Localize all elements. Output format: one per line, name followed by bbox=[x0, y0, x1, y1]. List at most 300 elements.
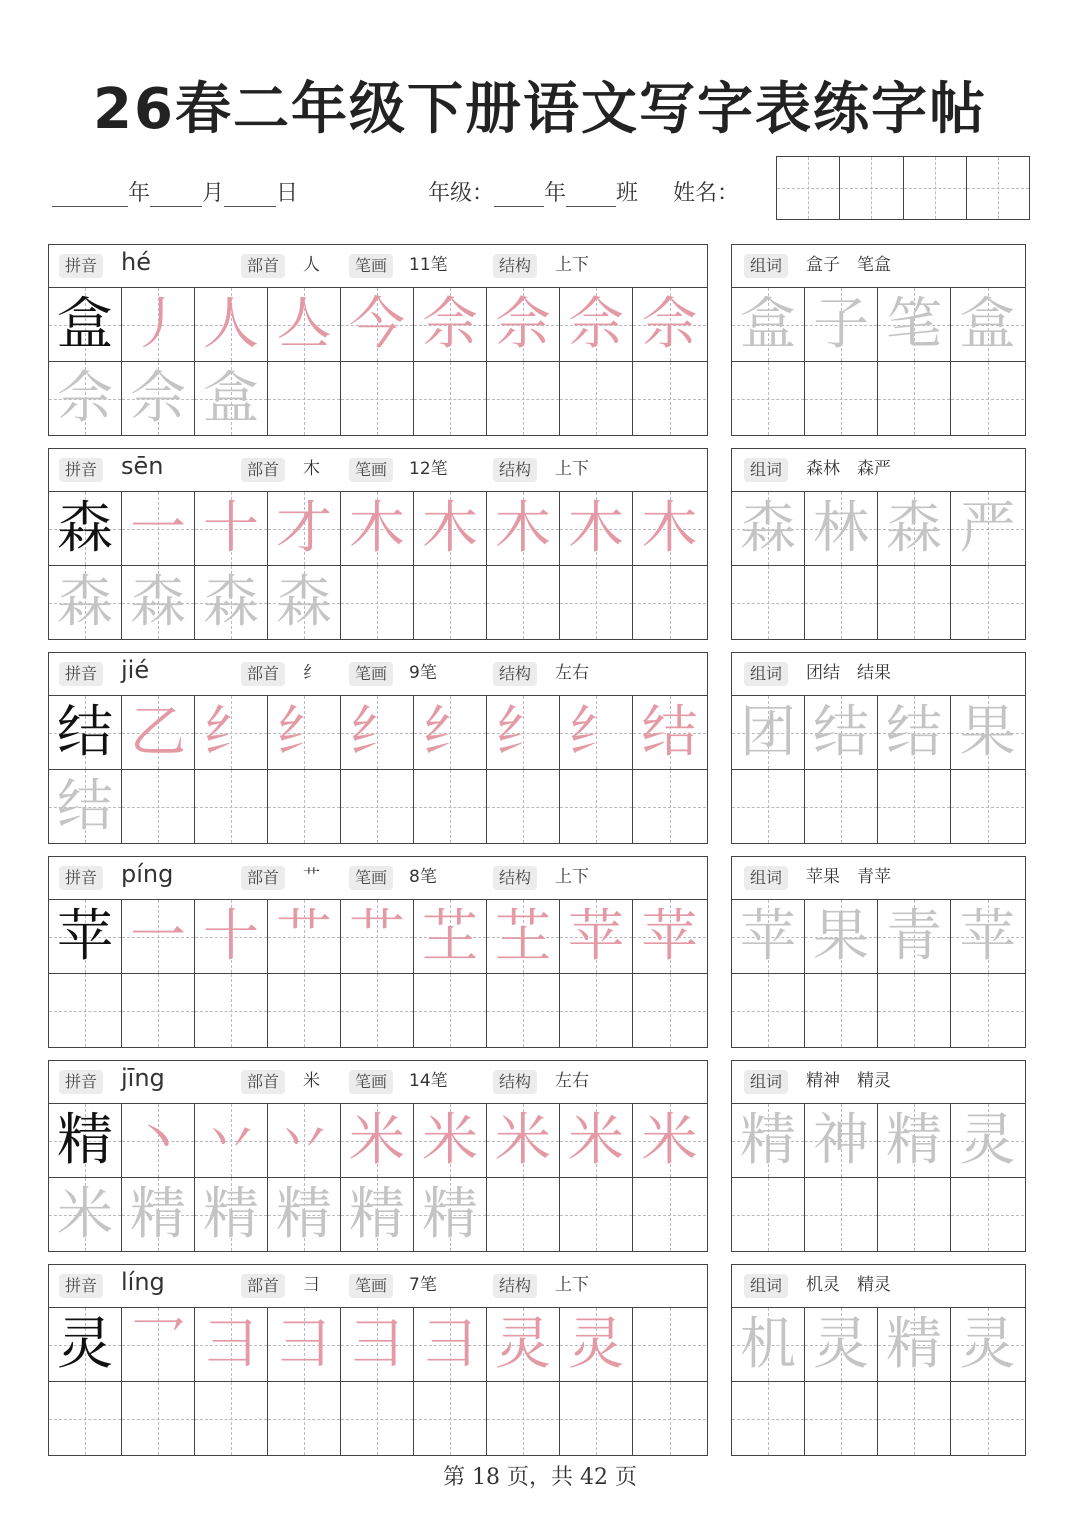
stroke-step-cell[interactable] bbox=[341, 696, 414, 769]
stroke-step-cell[interactable] bbox=[49, 770, 122, 843]
word-char-cell[interactable] bbox=[951, 1308, 1024, 1381]
stroke-step-cell-glyph: 艹 bbox=[276, 903, 332, 969]
structure-value: 左右 bbox=[555, 663, 589, 683]
model-char-cell[interactable] bbox=[49, 696, 122, 769]
practice-cell[interactable] bbox=[560, 1382, 633, 1455]
stroke-step-cell-glyph: 芏 bbox=[495, 903, 551, 969]
stroke-step-cell-glyph: 苹 bbox=[641, 903, 698, 969]
practice-cell[interactable] bbox=[487, 566, 560, 639]
word-char-cell[interactable] bbox=[732, 1308, 805, 1381]
practice-cell[interactable] bbox=[633, 770, 706, 843]
word-char-cell-glyph: 精 bbox=[740, 1107, 796, 1173]
stroke-step-cell-glyph: 佘 bbox=[422, 291, 478, 357]
grade-class-line bbox=[428, 176, 739, 210]
word-char-cell-glyph: 青 bbox=[886, 903, 942, 969]
word-practice-cell[interactable] bbox=[805, 566, 878, 639]
practice-row bbox=[49, 1308, 707, 1382]
stroke-step-cell[interactable] bbox=[195, 1308, 268, 1381]
words-value: 森林 森严 bbox=[806, 459, 891, 479]
word-block bbox=[731, 652, 1026, 844]
character-info bbox=[49, 449, 707, 492]
word-practice-cell[interactable] bbox=[951, 1178, 1024, 1251]
word-char-cell[interactable] bbox=[878, 900, 951, 973]
word-row bbox=[732, 492, 1025, 566]
stroke-step-cell[interactable] bbox=[487, 696, 560, 769]
stroke-step-cell-glyph: 佘 bbox=[641, 291, 698, 357]
stroke-step-cell[interactable] bbox=[633, 696, 706, 769]
radical-value: 人 bbox=[303, 255, 320, 275]
stroke-step-cell[interactable] bbox=[268, 566, 341, 639]
stroke-step-cell[interactable] bbox=[268, 1308, 341, 1381]
words-value: 盒子 笔盒 bbox=[806, 255, 891, 275]
practice-cell[interactable] bbox=[487, 770, 560, 843]
word-char-cell-glyph: 苹 bbox=[959, 903, 1016, 969]
word-char-cell[interactable] bbox=[805, 492, 878, 565]
practice-cell[interactable] bbox=[414, 566, 487, 639]
word-char-cell-glyph: 果 bbox=[959, 699, 1016, 765]
stroke-step-cell-glyph: 丿 bbox=[130, 291, 186, 357]
word-practice-cell[interactable] bbox=[805, 770, 878, 843]
practice-row bbox=[49, 900, 707, 974]
word-char-cell-glyph: 神 bbox=[813, 1107, 869, 1173]
word-info bbox=[732, 245, 1025, 288]
word-char-cell-glyph: 子 bbox=[813, 291, 869, 357]
word-char-cell[interactable] bbox=[732, 696, 805, 769]
practice-cell[interactable] bbox=[414, 362, 487, 435]
stroke-step-cell[interactable] bbox=[487, 288, 560, 361]
stroke-step-cell[interactable] bbox=[268, 288, 341, 361]
word-row bbox=[732, 1104, 1025, 1178]
stroke-step-cell-glyph: 纟 bbox=[276, 699, 332, 765]
grade-year-unit: 年 bbox=[544, 181, 567, 206]
stroke-step-cell-glyph: 彐 bbox=[349, 1311, 405, 1377]
word-practice-cell[interactable] bbox=[951, 566, 1024, 639]
strokes-value: 12笔 bbox=[409, 459, 448, 479]
model-char-cell[interactable] bbox=[49, 1104, 122, 1177]
stroke-step-cell[interactable] bbox=[49, 1178, 122, 1251]
structure-value: 上下 bbox=[555, 1275, 589, 1295]
practice-row bbox=[49, 770, 707, 843]
practice-cell[interactable] bbox=[560, 362, 633, 435]
structure-tag: 结构 bbox=[493, 458, 537, 482]
pinyin-tag: 拼音 bbox=[59, 1070, 103, 1094]
stroke-step-cell-glyph: 结 bbox=[57, 773, 113, 839]
pinyin-value: jié bbox=[121, 656, 150, 684]
word-char-cell-glyph: 林 bbox=[813, 495, 869, 561]
pinyin-tag: 拼音 bbox=[59, 254, 103, 278]
word-char-cell[interactable] bbox=[878, 696, 951, 769]
stroke-step-cell[interactable] bbox=[560, 1104, 633, 1177]
stroke-step-cell[interactable] bbox=[268, 900, 341, 973]
word-char-cell[interactable] bbox=[732, 288, 805, 361]
stroke-step-cell[interactable] bbox=[414, 900, 487, 973]
practice-cell[interactable] bbox=[341, 1382, 414, 1455]
practice-cell[interactable] bbox=[633, 566, 706, 639]
practice-cell[interactable] bbox=[268, 362, 341, 435]
word-practice-cell[interactable] bbox=[951, 1382, 1024, 1455]
stroke-step-cell[interactable] bbox=[341, 1104, 414, 1177]
stroke-step-cell[interactable] bbox=[268, 696, 341, 769]
word-char-cell[interactable] bbox=[951, 900, 1024, 973]
character-info bbox=[49, 1061, 707, 1104]
character-block bbox=[48, 1060, 708, 1252]
word-practice-cell[interactable] bbox=[732, 362, 805, 435]
model-char-cell[interactable] bbox=[49, 492, 122, 565]
stroke-step-cell[interactable] bbox=[122, 1104, 195, 1177]
stroke-step-cell-glyph: 米 bbox=[422, 1107, 478, 1173]
stroke-step-cell[interactable] bbox=[414, 492, 487, 565]
stroke-step-cell[interactable] bbox=[560, 492, 633, 565]
word-char-cell[interactable] bbox=[732, 900, 805, 973]
word-practice-cell[interactable] bbox=[732, 1382, 805, 1455]
page-title: 26春二年级下册语文写字表练字帖 bbox=[93, 77, 987, 142]
word-char-cell-glyph: 精 bbox=[886, 1107, 942, 1173]
word-char-cell-glyph: 笔 bbox=[886, 291, 942, 357]
word-row bbox=[732, 1178, 1025, 1251]
stroke-step-cell[interactable] bbox=[122, 362, 195, 435]
month-unit: 月 bbox=[202, 181, 225, 206]
stroke-step-cell[interactable] bbox=[195, 362, 268, 435]
stroke-step-cell-glyph: 米 bbox=[57, 1181, 113, 1247]
stroke-step-cell-glyph: 木 bbox=[495, 495, 551, 561]
structure-value: 上下 bbox=[555, 255, 589, 275]
word-char-cell[interactable] bbox=[878, 1308, 951, 1381]
radical-tag: 部首 bbox=[241, 662, 285, 686]
practice-cell[interactable] bbox=[487, 1382, 560, 1455]
stroke-step-cell[interactable] bbox=[341, 288, 414, 361]
stroke-step-cell[interactable] bbox=[560, 696, 633, 769]
practice-cell[interactable] bbox=[560, 566, 633, 639]
stroke-step-cell-glyph: 亼 bbox=[276, 291, 332, 357]
word-practice-cell[interactable] bbox=[878, 974, 951, 1047]
word-char-cell-glyph: 精 bbox=[886, 1311, 942, 1377]
word-block bbox=[731, 1060, 1026, 1252]
practice-row bbox=[49, 566, 707, 639]
stroke-step-cell[interactable] bbox=[268, 1104, 341, 1177]
stroke-step-cell[interactable] bbox=[195, 696, 268, 769]
stroke-step-cell[interactable] bbox=[487, 1308, 560, 1381]
practice-cell[interactable] bbox=[633, 1178, 706, 1251]
name-boxes[interactable] bbox=[776, 156, 1030, 220]
stroke-step-cell[interactable] bbox=[195, 288, 268, 361]
practice-cell[interactable] bbox=[195, 1382, 268, 1455]
practice-cell[interactable] bbox=[414, 974, 487, 1047]
word-char-cell-glyph: 苹 bbox=[740, 903, 796, 969]
stroke-step-cell-glyph: 十 bbox=[203, 903, 259, 969]
word-practice-cell[interactable] bbox=[732, 1178, 805, 1251]
stroke-step-cell[interactable] bbox=[341, 492, 414, 565]
word-practice-cell[interactable] bbox=[732, 566, 805, 639]
pinyin-value: hé bbox=[121, 248, 151, 276]
word-char-cell[interactable] bbox=[951, 288, 1024, 361]
stroke-step-cell-glyph: 佘 bbox=[130, 365, 186, 431]
word-char-cell-glyph: 严 bbox=[959, 495, 1016, 561]
word-char-cell[interactable] bbox=[805, 900, 878, 973]
stroke-step-cell-glyph: 彐 bbox=[276, 1311, 332, 1377]
character-info bbox=[49, 1265, 707, 1308]
stroke-step-cell-glyph: 艹 bbox=[349, 903, 405, 969]
practice-cell[interactable] bbox=[633, 362, 706, 435]
word-practice-cell[interactable] bbox=[805, 362, 878, 435]
word-practice-cell[interactable] bbox=[878, 362, 951, 435]
word-block bbox=[731, 448, 1026, 640]
structure-tag: 结构 bbox=[493, 254, 537, 278]
day-unit: 日 bbox=[276, 181, 299, 206]
practice-cell[interactable] bbox=[560, 1178, 633, 1251]
word-row bbox=[732, 288, 1025, 362]
year-blank[interactable] bbox=[52, 184, 128, 207]
word-char-cell[interactable] bbox=[951, 492, 1024, 565]
word-practice-cell[interactable] bbox=[732, 770, 805, 843]
word-practice-cell[interactable] bbox=[805, 1178, 878, 1251]
word-char-cell[interactable] bbox=[878, 1104, 951, 1177]
stroke-step-cell[interactable] bbox=[341, 1308, 414, 1381]
word-practice-cell[interactable] bbox=[951, 362, 1024, 435]
radical-value: 彐 bbox=[303, 1275, 320, 1295]
word-practice-cell[interactable] bbox=[878, 1178, 951, 1251]
practice-cell[interactable] bbox=[268, 1382, 341, 1455]
practice-cell[interactable] bbox=[560, 770, 633, 843]
stroke-step-cell[interactable] bbox=[414, 696, 487, 769]
stroke-step-cell-glyph: 丶 bbox=[130, 1107, 186, 1173]
structure-value: 上下 bbox=[555, 867, 589, 887]
month-blank[interactable] bbox=[150, 184, 202, 207]
stroke-step-cell[interactable] bbox=[122, 492, 195, 565]
practice-cell[interactable] bbox=[268, 974, 341, 1047]
grade-year-blank[interactable] bbox=[494, 184, 544, 207]
words-value: 团结 结果 bbox=[806, 663, 891, 683]
practice-cell[interactable] bbox=[341, 362, 414, 435]
practice-cell[interactable] bbox=[268, 770, 341, 843]
word-char-cell[interactable] bbox=[878, 492, 951, 565]
stroke-step-cell[interactable] bbox=[487, 900, 560, 973]
stroke-step-cell[interactable] bbox=[122, 696, 195, 769]
model-char-cell[interactable] bbox=[49, 288, 122, 361]
date-line bbox=[52, 176, 298, 210]
practice-cell[interactable] bbox=[414, 1382, 487, 1455]
stroke-step-cell-glyph: 十 bbox=[203, 495, 259, 561]
word-char-cell-glyph: 果 bbox=[813, 903, 869, 969]
stroke-step-cell[interactable] bbox=[414, 1178, 487, 1251]
practice-cell[interactable] bbox=[122, 770, 195, 843]
practice-cell[interactable] bbox=[341, 974, 414, 1047]
pinyin-tag: 拼音 bbox=[59, 458, 103, 482]
practice-row bbox=[49, 1178, 707, 1251]
word-char-cell[interactable] bbox=[951, 1104, 1024, 1177]
stroke-step-cell[interactable] bbox=[414, 288, 487, 361]
word-info bbox=[732, 857, 1025, 900]
word-char-cell[interactable] bbox=[805, 696, 878, 769]
stroke-step-cell-glyph: 木 bbox=[568, 495, 624, 561]
strokes-value: 14笔 bbox=[409, 1071, 448, 1091]
stroke-step-cell[interactable] bbox=[49, 566, 122, 639]
stroke-step-cell[interactable] bbox=[195, 900, 268, 973]
pinyin-tag: 拼音 bbox=[59, 662, 103, 686]
stroke-step-cell[interactable] bbox=[268, 492, 341, 565]
name-box[interactable] bbox=[840, 157, 903, 219]
structure-tag: 结构 bbox=[493, 866, 537, 890]
stroke-step-cell[interactable] bbox=[122, 288, 195, 361]
stroke-step-cell-glyph: 灵 bbox=[568, 1311, 624, 1377]
word-info bbox=[732, 1061, 1025, 1104]
class-unit: 班 bbox=[616, 181, 639, 206]
character-info bbox=[49, 857, 707, 900]
year-unit: 年 bbox=[128, 181, 151, 206]
word-char-cell[interactable] bbox=[805, 1104, 878, 1177]
stroke-step-cell-glyph: 彐 bbox=[203, 1311, 259, 1377]
pinyin-value: líng bbox=[121, 1268, 165, 1296]
strokes-tag: 笔画 bbox=[349, 1070, 393, 1094]
word-row bbox=[732, 566, 1025, 639]
word-char-cell-glyph: 森 bbox=[886, 495, 942, 561]
words-value: 机灵 精灵 bbox=[806, 1275, 891, 1295]
character-info bbox=[49, 653, 707, 696]
word-char-cell[interactable] bbox=[951, 696, 1024, 769]
word-info bbox=[732, 449, 1025, 492]
stroke-step-cell[interactable] bbox=[195, 1104, 268, 1177]
practice-cell[interactable] bbox=[122, 974, 195, 1047]
stroke-step-cell-glyph: 乛 bbox=[130, 1311, 186, 1377]
word-practice-cell[interactable] bbox=[878, 566, 951, 639]
stroke-step-cell-glyph: 佘 bbox=[568, 291, 624, 357]
stroke-step-cell-glyph: 灵 bbox=[495, 1311, 551, 1377]
stroke-step-cell[interactable] bbox=[633, 492, 706, 565]
practice-cell[interactable] bbox=[122, 1382, 195, 1455]
stroke-step-cell[interactable] bbox=[341, 1178, 414, 1251]
model-char-cell[interactable] bbox=[49, 900, 122, 973]
stroke-step-cell[interactable] bbox=[560, 288, 633, 361]
model-char-cell-glyph: 结 bbox=[57, 699, 113, 765]
stroke-step-cell[interactable] bbox=[487, 1104, 560, 1177]
word-char-cell-glyph: 灵 bbox=[813, 1311, 869, 1377]
word-practice-cell[interactable] bbox=[878, 1382, 951, 1455]
practice-cell[interactable] bbox=[195, 974, 268, 1047]
practice-cell[interactable] bbox=[341, 566, 414, 639]
stroke-step-cell[interactable] bbox=[633, 1104, 706, 1177]
pinyin-tag: 拼音 bbox=[59, 866, 103, 890]
practice-cell[interactable] bbox=[487, 974, 560, 1047]
radical-value: 纟 bbox=[303, 663, 320, 683]
word-char-cell[interactable] bbox=[732, 492, 805, 565]
stroke-step-cell-glyph: 人 bbox=[203, 291, 259, 357]
pinyin-value: píng bbox=[121, 860, 174, 888]
practice-cell[interactable] bbox=[195, 770, 268, 843]
stroke-step-cell[interactable] bbox=[122, 900, 195, 973]
structure-tag: 结构 bbox=[493, 1274, 537, 1298]
stroke-step-cell[interactable] bbox=[122, 566, 195, 639]
model-char-cell-glyph: 灵 bbox=[57, 1311, 113, 1377]
strokes-tag: 笔画 bbox=[349, 662, 393, 686]
stroke-step-cell[interactable] bbox=[122, 1308, 195, 1381]
stroke-step-cell-glyph: 米 bbox=[349, 1107, 405, 1173]
practice-cell[interactable] bbox=[341, 770, 414, 843]
strokes-tag: 笔画 bbox=[349, 458, 393, 482]
day-blank[interactable] bbox=[224, 184, 276, 207]
word-practice-cell[interactable] bbox=[732, 974, 805, 1047]
stroke-step-cell-glyph: 盒 bbox=[203, 365, 259, 431]
word-practice-cell[interactable] bbox=[878, 770, 951, 843]
strokes-tag: 笔画 bbox=[349, 866, 393, 890]
words-tag: 组词 bbox=[744, 1070, 788, 1094]
stroke-step-cell-glyph: 森 bbox=[203, 569, 259, 635]
stroke-step-cell[interactable] bbox=[341, 900, 414, 973]
word-row bbox=[732, 362, 1025, 435]
word-info bbox=[732, 653, 1025, 696]
stroke-step-cell-glyph: 木 bbox=[422, 495, 478, 561]
structure-tag: 结构 bbox=[493, 662, 537, 686]
stroke-step-cell[interactable] bbox=[560, 1308, 633, 1381]
word-block bbox=[731, 244, 1026, 436]
stroke-step-cell[interactable] bbox=[633, 288, 706, 361]
model-char-cell[interactable] bbox=[49, 1308, 122, 1381]
stroke-step-cell-glyph: 纟 bbox=[495, 699, 551, 765]
name-box[interactable] bbox=[967, 157, 1029, 219]
word-char-cell[interactable] bbox=[732, 1104, 805, 1177]
word-char-cell[interactable] bbox=[805, 288, 878, 361]
practice-cell[interactable] bbox=[633, 974, 706, 1047]
words-tag: 组词 bbox=[744, 866, 788, 890]
practice-cell[interactable] bbox=[49, 1382, 122, 1455]
word-char-cell-glyph: 结 bbox=[886, 699, 942, 765]
stroke-step-cell-glyph: 佘 bbox=[57, 365, 113, 431]
practice-cell[interactable] bbox=[633, 1382, 706, 1455]
stroke-step-cell[interactable] bbox=[195, 1178, 268, 1251]
word-practice-cell[interactable] bbox=[951, 974, 1024, 1047]
practice-cell[interactable] bbox=[487, 1178, 560, 1251]
practice-row bbox=[49, 492, 707, 566]
word-practice-cell[interactable] bbox=[805, 974, 878, 1047]
stroke-step-cell[interactable] bbox=[414, 1308, 487, 1381]
practice-row bbox=[49, 288, 707, 362]
pinyin-tag: 拼音 bbox=[59, 1274, 103, 1298]
stroke-step-cell[interactable] bbox=[268, 1178, 341, 1251]
stroke-step-cell[interactable] bbox=[195, 566, 268, 639]
stroke-step-cell[interactable] bbox=[49, 362, 122, 435]
practice-cell[interactable] bbox=[560, 974, 633, 1047]
radical-tag: 部首 bbox=[241, 1070, 285, 1094]
stroke-step-cell-glyph: 芏 bbox=[422, 903, 478, 969]
word-practice-cell[interactable] bbox=[951, 770, 1024, 843]
word-char-cell[interactable] bbox=[805, 1308, 878, 1381]
stroke-step-cell-glyph: 米 bbox=[568, 1107, 624, 1173]
practice-cell[interactable] bbox=[633, 1308, 706, 1381]
word-char-cell[interactable] bbox=[878, 288, 951, 361]
stroke-step-cell[interactable] bbox=[195, 492, 268, 565]
strokes-value: 11笔 bbox=[409, 255, 448, 275]
radical-value: 艹 bbox=[303, 867, 320, 887]
name-label: 姓名： bbox=[673, 181, 740, 206]
words-value: 精神 精灵 bbox=[806, 1071, 891, 1091]
practice-cell[interactable] bbox=[487, 362, 560, 435]
class-blank[interactable] bbox=[566, 184, 616, 207]
stroke-step-cell-glyph: 米 bbox=[641, 1107, 698, 1173]
words-tag: 组词 bbox=[744, 254, 788, 278]
stroke-step-cell-glyph: 森 bbox=[130, 569, 186, 635]
stroke-step-cell[interactable] bbox=[487, 492, 560, 565]
practice-cell[interactable] bbox=[414, 770, 487, 843]
stroke-step-cell-glyph: 才 bbox=[276, 495, 332, 561]
name-box[interactable] bbox=[904, 157, 967, 219]
radical-value: 米 bbox=[303, 1071, 320, 1091]
stroke-step-cell[interactable] bbox=[560, 900, 633, 973]
words-tag: 组词 bbox=[744, 458, 788, 482]
word-practice-cell[interactable] bbox=[805, 1382, 878, 1455]
stroke-step-cell[interactable] bbox=[122, 1178, 195, 1251]
stroke-step-cell[interactable] bbox=[414, 1104, 487, 1177]
practice-cell[interactable] bbox=[49, 974, 122, 1047]
name-box[interactable] bbox=[777, 157, 840, 219]
stroke-step-cell[interactable] bbox=[633, 900, 706, 973]
